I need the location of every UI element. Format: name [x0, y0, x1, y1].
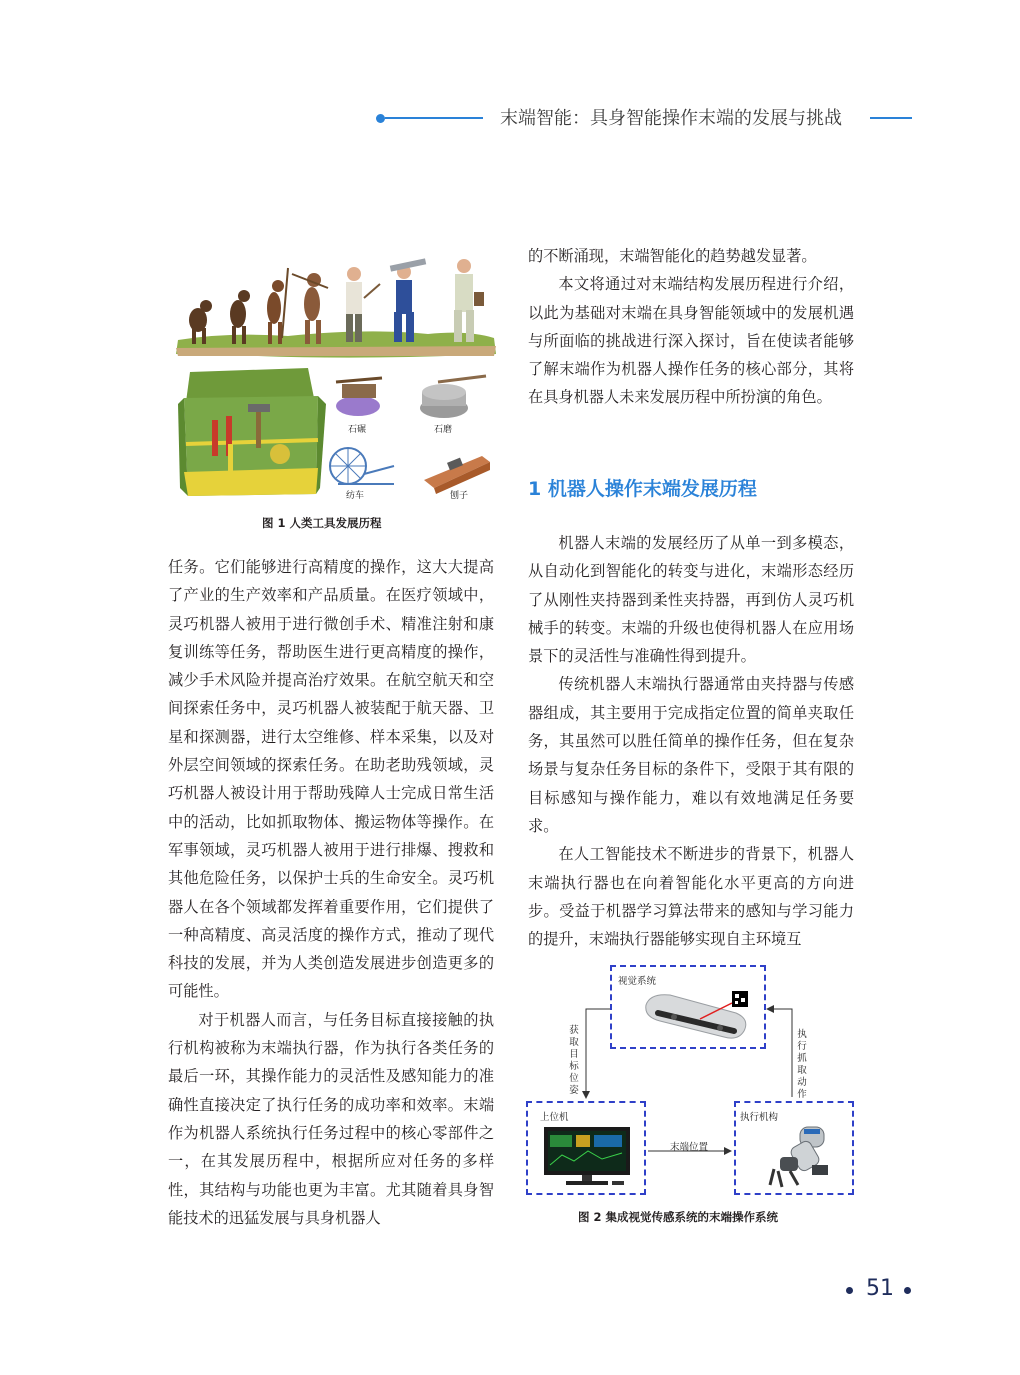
body-paragraph: 的不断涌现，末端智能化的趋势越发显著。: [528, 247, 817, 265]
execute-grasp-label: 执行抓取动作: [797, 1029, 807, 1100]
figure-1-caption: 图 1 人类工具发展历程: [262, 516, 382, 530]
header-rule-right: [870, 117, 912, 119]
page-number: 51: [866, 1276, 894, 1301]
body-paragraph: 任务。它们能够进行高精度的操作，这大大提高了产业的生产效率和产品质量。在医疗领域中，灵巧机器人被用于进行微创手术、精准注射和康复训练等任务，帮助医生进行更高精度的操作，减少手术风险并提高治疗效果。在航空航天和空间探索任务中，灵巧机器人被装配于航天器、卫星和探测器，进行太空维修、样本采集，以及对外层空间领域的探索任务。在助老助残领域，灵巧机器人被设计用于帮助残障人士完成日常生活中的活动，比如抓取物体、搬运物体等操作。在军事领域，灵巧机器人被用于进行排爆、搜救和其他危险任务，以保护士兵的生命安全。灵巧机器人在各个领域都发挥着重要作用，它们提供了一种高精度、高灵活度的操作方式，推动了现代科技的发展，并为人类创造发展进步创造更多的可能性。: [168, 558, 494, 1001]
vision-system-label: 视觉系统: [618, 976, 657, 987]
robot-arm-image: [764, 1121, 844, 1191]
monitor-image: [542, 1125, 632, 1191]
body-paragraph: 机器人末端的发展经历了从单一到多模态，从自动化到智能化的转变与进化，末端形态经历了从刚性夹持器到柔性夹持器，再到仿人灵巧机械手的转变。末端的升级也使得机器人在应用场景下的灵活性与准确性得到提升。: [528, 534, 854, 666]
businessman-figure: [454, 259, 484, 342]
section-heading: 1 机器人操作末端发展历程: [528, 478, 757, 500]
figure-2-caption: 图 2 集成视觉传感系统的末端操作系统: [578, 1210, 779, 1224]
header-rule-left: [385, 117, 483, 119]
tool-bag-image: [176, 366, 326, 500]
evolution-figures: [189, 268, 328, 344]
vision-system-box: [610, 965, 766, 1049]
figure-1: [168, 248, 498, 510]
page-number-dot-right: [904, 1287, 911, 1294]
body-paragraph: 传统机器人末端执行器通常由夹持器与传感器组成，其主要用于完成指定位置的简单夹取任务，其虽然可以胜任简单的操作任务，但在复杂场景与复杂任务目标的条件下，受限于其有限的目标感知与操作能力，难以有效地满足任务要求。: [528, 675, 854, 835]
body-paragraph: 对于机器人而言，与任务目标直接接触的执行机构被称为末端执行器，作为执行各类任务的最后一环，其操作能力的灵活性及感知能力的准确性直接决定了执行任务的成功率和效率。末端作为机器人系统执行任务过程中的核心零部件之一，在其发展历程中，根据所应对任务的多样性，其结构与功能也更为丰富。尤其随着具身智能技术的迅猛发展与具身机器人: [168, 1010, 494, 1227]
actuator-box: [734, 1101, 854, 1195]
tool-label-stone-roller: 石碾: [348, 425, 367, 435]
tool-label-millstone: 石磨: [434, 425, 453, 435]
running-header-title: 末端智能：具身智能操作末端的发展与挑战: [500, 108, 842, 129]
actuator-label: 执行机构: [740, 1112, 779, 1123]
tool-evolution-illustration: [168, 248, 498, 510]
worker-figure: [390, 258, 426, 342]
host-computer-label: 上位机: [540, 1112, 569, 1123]
millstone-image: [420, 376, 486, 418]
host-computer-box: [526, 1101, 646, 1195]
header-dot: [376, 114, 385, 123]
depth-camera-image: [640, 983, 760, 1043]
spinning-wheel-image: [330, 448, 394, 484]
body-paragraph: 本文将通过对末端结构发展历程进行介绍，以此为基础对末端在具身智能领域中的发展机遇与所面临的挑战进行深入探讨，旨在使读者能够了解末端作为机器人操作任务的核心部分，其将在具身机器人未来发展历程中所扮演的角色。: [528, 275, 854, 407]
stone-roller-image: [336, 378, 382, 416]
end-position-label: 末端位置: [670, 1142, 709, 1153]
right-column-body: [528, 529, 854, 953]
left-column: [168, 553, 494, 1232]
farmer-figure: [346, 267, 380, 342]
acquire-target-pose-label: 获取目标位姿: [569, 1025, 579, 1096]
body-paragraph: 在人工智能技术不断进步的背景下，机器人末端执行器也在向着智能化水平更高的方向进步。受益于机器学习算法带来的感知与学习能力的提升，末端执行器能够实现自主环境互: [528, 845, 854, 949]
right-column-top: [528, 242, 854, 412]
page-number-dot-left: [846, 1287, 853, 1294]
tool-label-spinning-wheel: 纺车: [346, 491, 365, 501]
figure-2: [524, 963, 858, 1199]
tool-label-plane: 刨子: [450, 491, 469, 501]
woodworking-plane-image: [424, 456, 490, 494]
